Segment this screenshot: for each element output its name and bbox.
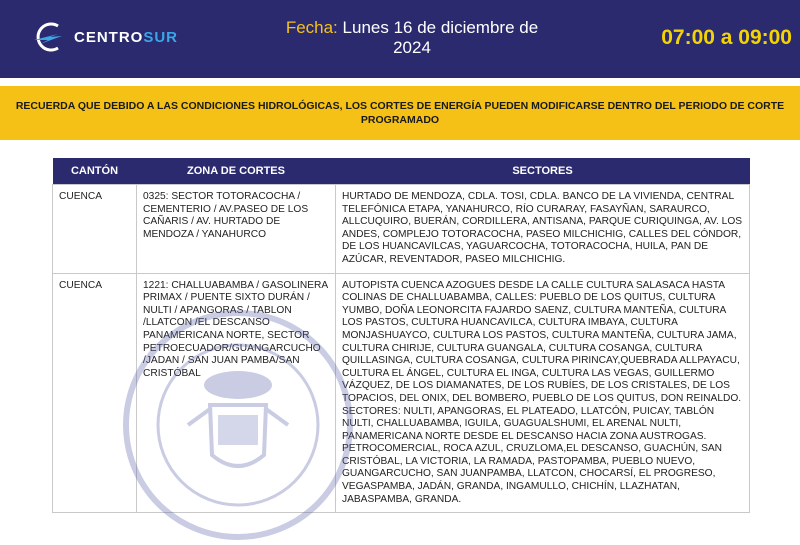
logo-text bbox=[74, 29, 178, 46]
table-row bbox=[53, 273, 750, 513]
centrosur-logo-icon bbox=[28, 20, 72, 54]
header-zona: ZONA DE CORTES bbox=[137, 158, 336, 185]
outage-table-wrap bbox=[52, 158, 749, 513]
outage-table bbox=[52, 158, 750, 513]
table-row bbox=[53, 185, 750, 274]
header-sectores: SECTORES bbox=[336, 158, 750, 185]
date-label: Fecha: bbox=[285, 18, 338, 37]
page-header bbox=[0, 0, 800, 78]
date-value: Lunes 16 de diciembre de 2024 bbox=[342, 18, 539, 57]
header-canton: CANTÓN bbox=[53, 158, 137, 185]
header-divider bbox=[0, 78, 800, 84]
zona-cell: 1221: CHALLUABAMBA / GASOLINERA PRIMAX / PUENTE SIXTO DURÁN / NULTI / APANGORAS / TABLON /LLATCON /EL DESCANSO PANAMERICANA NORTE, SECTOR PETROECUADOR/GUANGARCUCHO /JADAN / SAN JUAN PAMBA/SAN CRISTÓBAL bbox=[137, 273, 336, 513]
canton-cell: CUENCA bbox=[53, 273, 137, 513]
hydrological-notice-banner: RECUERDA QUE DEBIDO A LAS CONDICIONES HIDROLÓGICAS, LOS CORTES DE ENERGÍA PUEDEN MODIFICARSE DENTRO DEL PERIODO DE CORTE PROGRAMADO bbox=[0, 86, 800, 140]
sectores-cell: HURTADO DE MENDOZA, CDLA. TOSI, CDLA. BANCO DE LA VIVIENDA, CENTRAL TELEFÓNICA ETAPA, YANAHURCO, RÍO CURARAY, FASAYÑAN, SARAURCO, ALLCUQUIRO, BUERÁN, CORDILLERA, ANTISANA, PARQUE CURIQUINGA, AV. LOS ANDES, COMPLEJO TOTORACOCHA, PASEO MILCHICHIG, CALLES DEL CÓNDOR, DE LOS HUANCAVILCAS, YAGUARCOCHA, TOTORACOCHA, HUILA, PAN DE AZÚCAR, REVENTADOR, PASEO MILCHICHIG. bbox=[336, 185, 750, 274]
centrosur-logo bbox=[28, 20, 188, 56]
date-block bbox=[272, 18, 552, 58]
table-header-row bbox=[53, 158, 750, 185]
zona-cell: 0325: SECTOR TOTORACOCHA / CEMENTERIO / AV.PASEO DE LOS CAÑARIS / AV. HURTADO DE MENDOZA / YANAHURCO bbox=[137, 185, 336, 274]
logo-text-main: CENTRO bbox=[74, 29, 144, 46]
time-range: 07:00 a 09:00 bbox=[661, 26, 792, 49]
canton-cell: CUENCA bbox=[53, 185, 137, 274]
sectores-cell: AUTOPISTA CUENCA AZOGUES DESDE LA CALLE CULTURA SALASACA HASTA COLINAS DE CHALLUABAMBA, CALLES: PUEBLO DE LOS QUITUS, CULTURA YUMBO, DOÑA LEONORCITA FAJARDO SAENZ, CULTURA MANTEÑA, CULTURA LOS PASTOS, CULTURA HUANCAVILCA, CULTURA IMBAYA, CULTURA MONJASHUAYCO, CULTURA LOS PASTOS, CULTURA MANTEÑA, CULTURA JAMA, CULTURA CHIRIJE, CULTURA GUANGALA, CULTURA COSANGA, CULTURA QUILLASINGA, CULTURA COSANGA, CULTURA PIRINCAY,QUEBRADA ALLPAYACU, CULTURA EL ÁNGEL, CULTURA EL INGA, CULTURA LAS VEGAS, GUILLERMO VÁZQUEZ, DE LOS DIAMANATES, DE LOS RUBÍES, DE LOS CRISTALES, DE LOS TOPACIOS, DEL ONIX, DEL BOMBERO, PUEBLO DE LOS QUITUS, DON REINALDO. SECTORES: NULTI, APANGORAS, EL PLATEADO, LLATCÓN, PUICAY, TABLÓN NULTI, CHALLUABAMBA, IGUILA, GUAGUALSHUMI, EL ARENAL NULTI, PANAMERICANA NORTE DESDE EL DESCANSO HACIA ZONA AUSTROGAS. PETROCOMERCIAL, ROCA AZUL, CRUZLOMA,EL DESCANSO, GUACHÚN, SAN CRISTÓBAL, LA VICTORIA, LA RAMADA, PASTOPAMBA, PUEBLO NUEVO, GUANGARCUCHO, SAN JUANPAMBA, LLATCON, CHOCARSÍ, EL PROGRESO, VEGASPAMBA, JADÁN, GRANDA, INGAMULLO, CHICHÍN, LLAZHATAN, JABASPAMBA, GRANDA. bbox=[336, 273, 750, 513]
logo-text-accent: SUR bbox=[143, 29, 179, 46]
